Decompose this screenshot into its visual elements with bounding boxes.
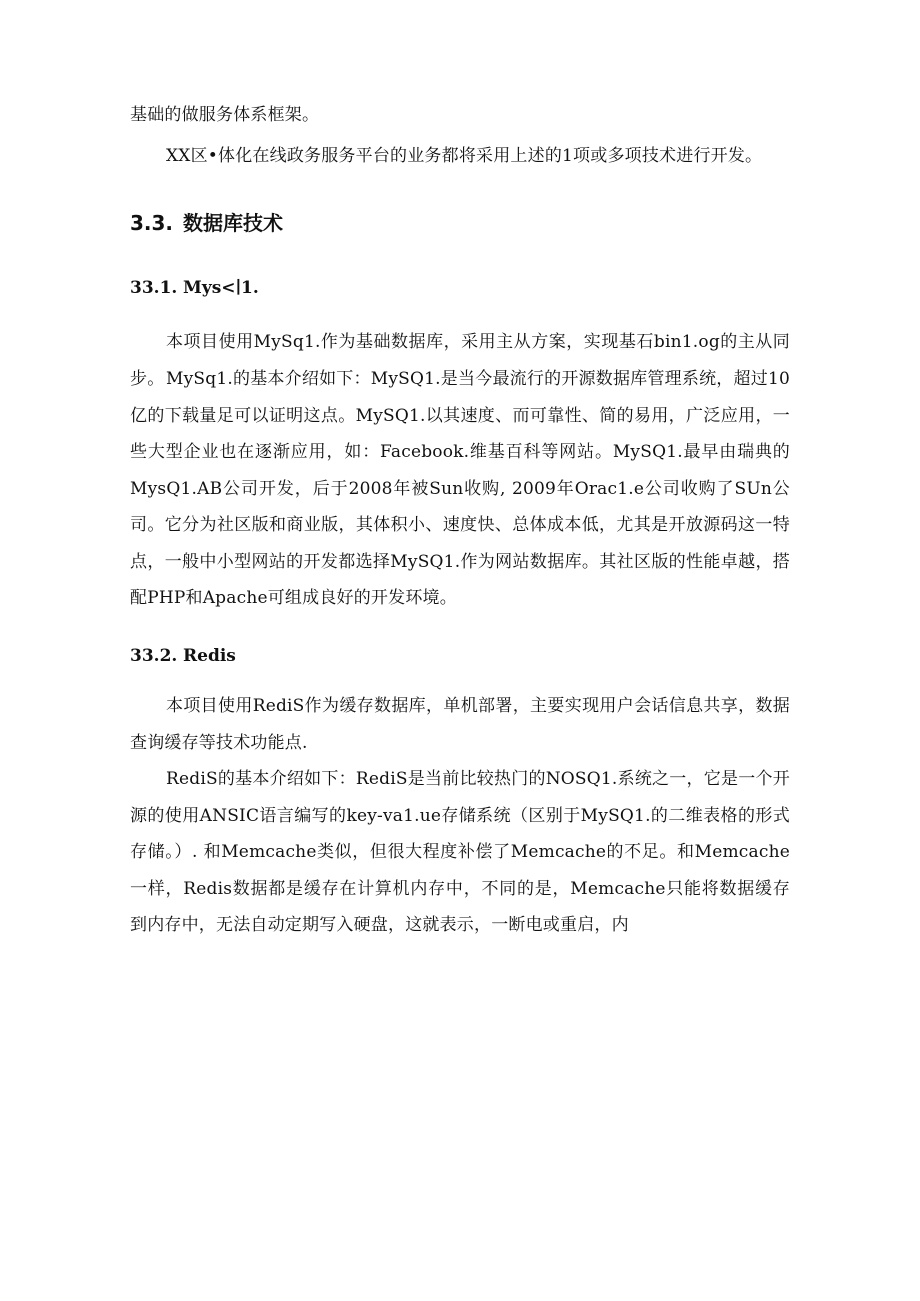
section-number: 3.3. <box>130 211 174 235</box>
subsection-number: 33.1. <box>130 278 178 298</box>
subsection-heading-mysql <box>130 273 259 303</box>
redis-paragraph-2: RediS的基本介绍如下：RediS是当前比较热门的NOSQ1.系统之一，它是一个开源的使用ANSIC语言编写的key-va1.ue存储系统（区别于MySQ1.的二维表格的形式存储。）. 和Memcache类似，但很大程度补偿了Memcache的不足。和Memcache一样，Redis数据都是缓存在计算机内存中，不同的是，Memcache只能将数据缓存到内存中，无法自动定期写入硬盘，这就表示，一断电或重启，内 <box>130 769 790 935</box>
section-title: 数据库技术 <box>183 211 284 235</box>
mysql-paragraph-1: 本项目使用MySq1.作为基础数据库，采用主从方案，实现基石bin1.og的主从同步。 <box>130 332 790 389</box>
section-heading <box>130 208 283 238</box>
subsection-title: Mys<∣1. <box>183 278 259 298</box>
subsection-heading-redis <box>130 641 236 671</box>
subsection-number: 33.2. <box>130 646 178 666</box>
mysql-paragraph-2: MySq1.的基本介绍如下：MySQ1.是当今最流行的开源数据库管理系统，超过10亿的下载量足可以证明这点。MySQ1.以其速度、而可靠性、简的易用，广泛应用，一些大型企业也在逐渐应用，如：Facebook.维基百科等网站。MySQ1.最早由瑞典的MysQ1.AB公司开发，后于2008年被Sun收购, 2009年Orac1.e公司收购了SUn公司。它分为社区版和商业版，其体积小、速度快、总体成本低，尤其是开放源码这一特点，一般中小型网站的开发都选择MySQ1.作为网站数据库。其社区版的性能卓越，搭配PHP和Apache可组成良好的开发环境。 <box>130 369 790 608</box>
intro-line-2: XX区•体化在线政务服务平台的业务都将采用上述的1项或多项技术进行开发。 <box>166 146 763 166</box>
subsection-title: Redis <box>183 646 236 666</box>
intro-line-1: 基础的做服务体系框架。 <box>130 105 320 125</box>
redis-paragraph-1: 本项目使用RediS作为缓存数据库，单机部署，主要实现用户会话信息共享，数据查询缓存等技术功能点. <box>130 696 790 753</box>
